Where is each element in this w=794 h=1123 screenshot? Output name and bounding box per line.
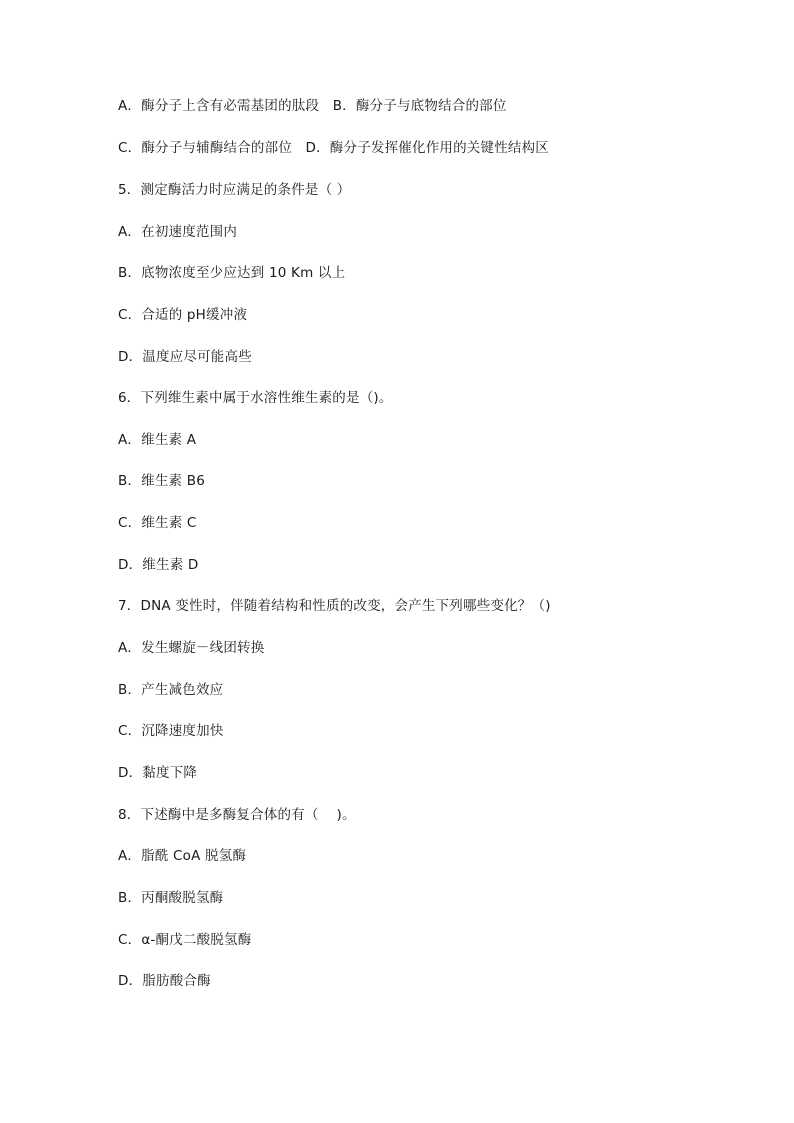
question6-option-c: C．维生素 C: [118, 515, 197, 531]
question8-option-b: B．丙酮酸脱氢酶: [118, 890, 224, 906]
question7-option-c: C．沉降速度加快: [118, 723, 224, 739]
question5-option-b: B．底物浓度至少应达到 10 Km 以上: [118, 265, 346, 281]
question4-options-ab: A．酶分子上含有必需基团的肽段 B．酶分子与底物结合的部位: [118, 98, 507, 114]
question5-stem: 5．测定酶活力时应满足的条件是（ ）: [118, 182, 351, 198]
question8-option-d: D．脂肪酸合酶: [118, 973, 211, 989]
question5-option-c: C．合适的 pH缓冲液: [118, 307, 248, 323]
question7-option-a: A．发生螺旋－线团转换: [118, 640, 265, 656]
question6-option-d: D．维生素 D: [118, 557, 199, 573]
question7-option-b: B．产生减色效应: [118, 682, 224, 698]
question4-options-cd: C．酶分子与辅酶结合的部位 D．酶分子发挥催化作用的关键性结构区: [118, 140, 549, 156]
question6-option-a: A．维生素 A: [118, 432, 197, 448]
question5-option-a: A．在初速度范围内: [118, 224, 238, 240]
question6-option-b: B．维生素 B6: [118, 473, 206, 489]
question5-option-d: D．温度应尽可能高些: [118, 349, 252, 365]
question8-option-c: C．α-酮戊二酸脱氢酶: [118, 932, 252, 948]
question7-option-d: D．黏度下降: [118, 765, 198, 781]
question8-stem: 8．下述酶中是多酶复合体的有（ )。: [118, 807, 356, 823]
question7-stem: 7．DNA 变性时，伴随着结构和性质的改变，会产生下列哪些变化？（): [118, 598, 551, 614]
question6-stem: 6．下列维生素中属于水溶性维生素的是（)。: [118, 390, 393, 406]
question8-option-a: A．脂酰 CoA 脱氢酶: [118, 848, 247, 864]
